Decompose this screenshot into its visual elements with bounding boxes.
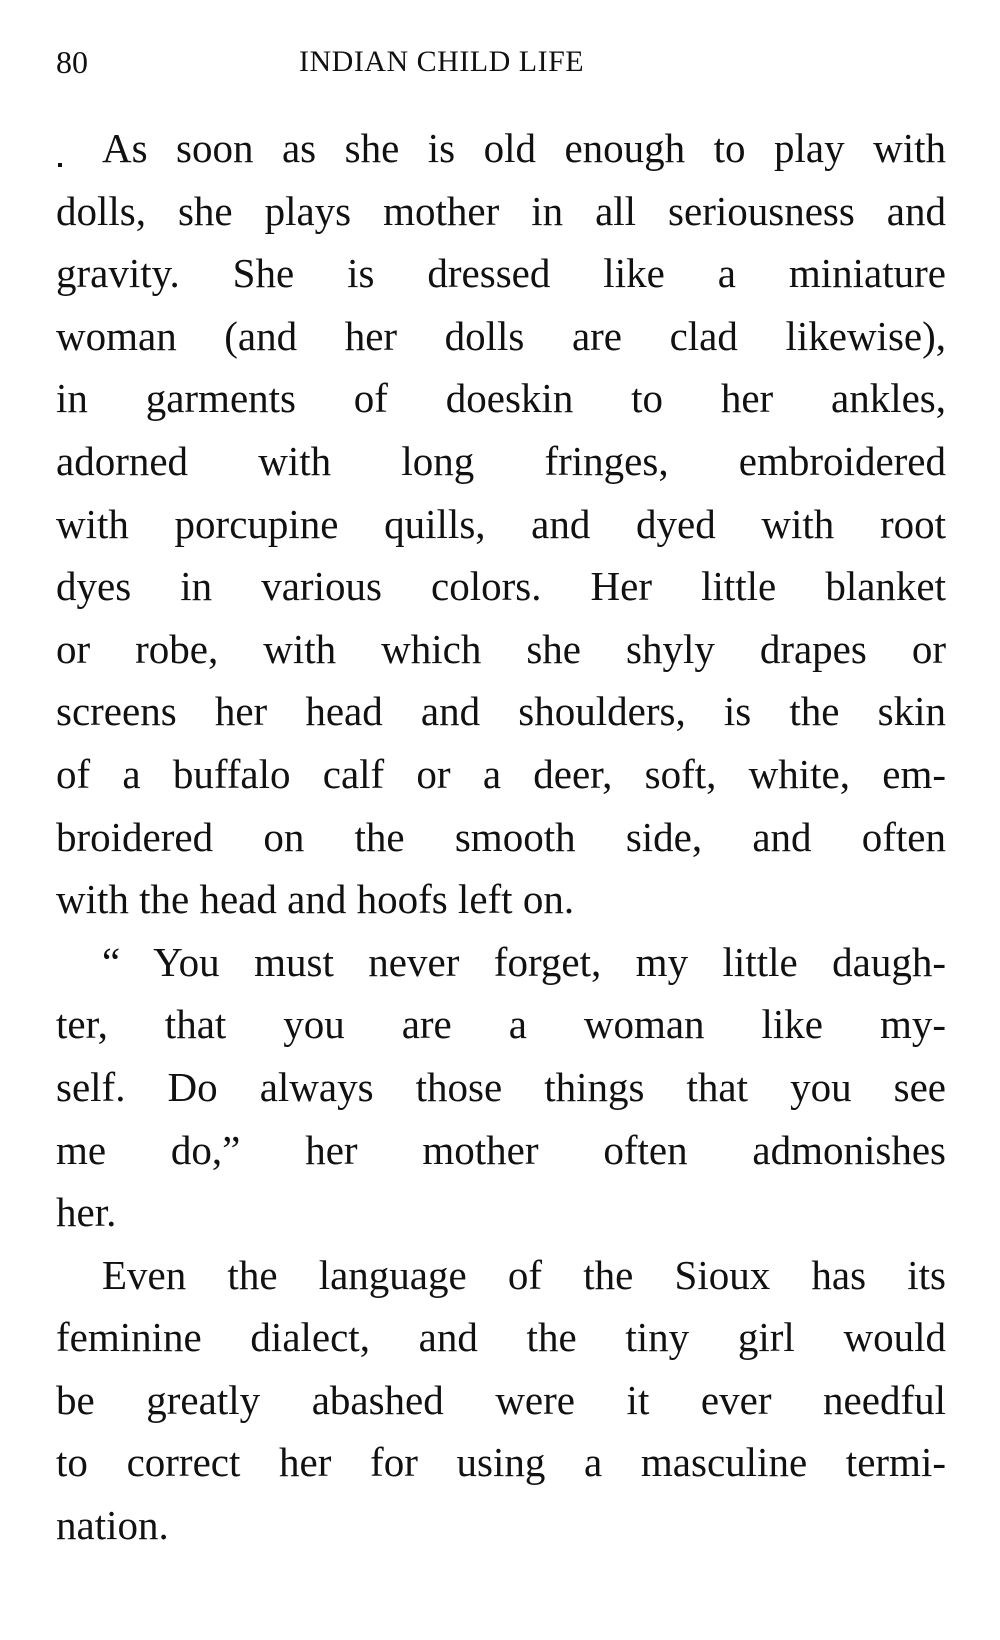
text-line: woman (and her dolls are clad likewise), [56,312,946,359]
text-line: with the head and hoofs left on. [56,876,575,923]
paragraph-2 [56,931,946,1244]
text-line: with porcupine quills, and dyed with root [56,500,946,547]
body-text [56,117,946,1557]
text-line: of a buffalo calf or a deer, soft, white, em- [56,750,946,797]
text-line: me do,” her mother often admonishes [56,1126,946,1173]
text-line: her. [56,1189,117,1236]
text-line: self. Do always those things that you see [56,1063,946,1110]
paragraph-1 [56,117,946,931]
text-line: “ You must never forget, my little daugh- [102,938,946,985]
text-line: As soon as she is old enough to play with [102,125,946,171]
text-line: in garments of doeskin to her ankles, [56,375,946,422]
text-line: dyes in various colors. Her little blanket [56,563,946,610]
paragraph-3 [56,1244,946,1557]
text-line: ter, that you are a woman like my- [56,1001,946,1048]
text-line: nation. [56,1502,169,1549]
text-line: feminine dialect, and the tiny girl would [56,1314,946,1361]
text-line: gravity. She is dressed like a miniature [56,250,946,297]
text-line: screens her head and shoulders, is the skin [56,688,946,735]
running-head: INDIAN CHILD LIFE [299,45,585,78]
text-line: be greatly abashed were it ever needful [56,1376,946,1423]
text-line: or robe, with which she shyly drapes or [56,625,946,672]
text-line: dolls, she plays mother in all seriousness and [56,187,946,234]
text-line: to correct her for using a masculine termi- [56,1439,946,1486]
page-header [56,40,946,84]
page-number: 80 [56,44,88,80]
text-line: broidered on the smooth side, and often [56,813,946,860]
text-line: adorned with long fringes, embroidered [56,437,946,484]
text-line: Even the language of the Sioux has its [102,1251,946,1298]
